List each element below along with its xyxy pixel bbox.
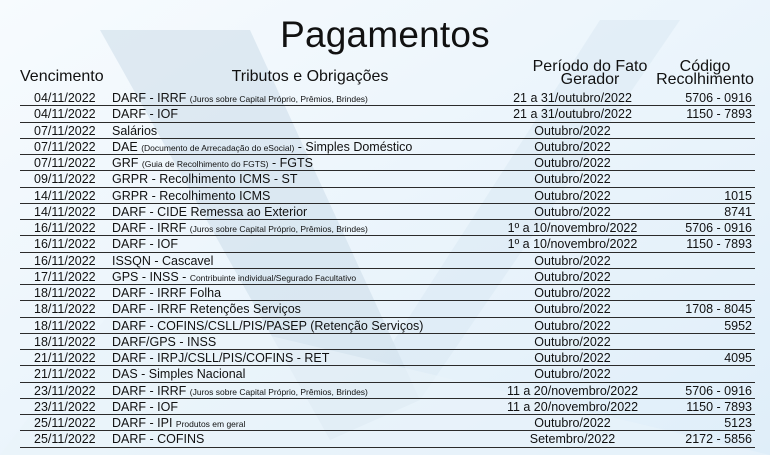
tax-suffix: - FGTS <box>271 156 313 170</box>
tax-description <box>112 107 512 121</box>
due-date: 21/11/2022 <box>34 367 96 382</box>
table-row <box>20 123 755 139</box>
due-date: 14/11/2022 <box>34 188 96 203</box>
due-date: 18/11/2022 <box>34 318 96 333</box>
tax-name: GRPR - Recolhimento ICMS <box>112 188 271 203</box>
due-date: 21/11/2022 <box>34 351 96 365</box>
due-date: 17/11/2022 <box>34 269 96 284</box>
due-date: 18/11/2022 <box>34 302 96 317</box>
collection-code: 1150 - 7893 <box>686 107 752 122</box>
tax-name: DARF - IOF <box>112 237 178 252</box>
header-vencimento: Vencimento <box>20 68 104 85</box>
tax-suffix: - Simples Doméstico <box>297 139 413 154</box>
due-date: 18/11/2022 <box>34 334 96 349</box>
collection-code: 5706 - 0916 <box>685 383 752 398</box>
collection-code: 5123 <box>724 416 752 430</box>
tax-note: (Juros sobre Capital Próprio, Prêmios, Brindes) <box>189 224 368 234</box>
table-row <box>20 106 755 122</box>
period: Outubro/2022 <box>534 253 611 268</box>
due-date: 04/11/2022 <box>34 91 96 105</box>
tax-description <box>112 270 512 285</box>
tax-name: GPS - INSS - <box>112 269 187 284</box>
tax-note: Produtos em geral <box>175 419 246 429</box>
due-date: 25/11/2022 <box>34 432 96 447</box>
tax-name: DARF - COFINS <box>112 432 205 447</box>
period: Outubro/2022 <box>534 318 611 333</box>
table-row <box>20 383 755 399</box>
tax-description <box>112 367 512 381</box>
collection-code: 5706 - 0916 <box>685 91 752 105</box>
tax-name: DARF/GPS - INSS <box>112 334 217 349</box>
collection-code: 2172 - 5856 <box>685 432 752 447</box>
tax-description <box>112 221 512 236</box>
collection-code: 1150 - 7893 <box>686 399 752 414</box>
table-row <box>20 220 755 236</box>
tax-name: DARF - IRRF <box>112 91 187 105</box>
tax-name: DARF - IOF <box>112 399 178 414</box>
table-row <box>20 285 755 301</box>
tax-description <box>112 91 512 106</box>
tax-note: Contribuinte individual/Segurado Facultativo <box>189 272 357 283</box>
tax-description <box>112 172 512 186</box>
due-date: 23/11/2022 <box>34 383 96 398</box>
tax-description <box>112 189 512 203</box>
tax-name: GRF <box>112 156 139 170</box>
tax-description <box>112 254 512 268</box>
tax-description <box>112 384 512 399</box>
tax-name: DARF - COFINS/CSLL/PIS/PASEP (Retenção Serviços) <box>112 318 424 333</box>
period: Outubro/2022 <box>534 139 611 154</box>
due-date: 04/11/2022 <box>34 107 96 122</box>
period: Outubro/2022 <box>534 416 611 430</box>
header-codigo-line2: Recolhimento <box>656 71 754 88</box>
tax-description <box>112 432 512 446</box>
period: 11 a 20/novembro/2022 <box>506 383 639 398</box>
header-tributos: Tributos e Obrigações <box>231 68 389 85</box>
table-row <box>20 269 755 285</box>
period: 21 a 31/outubro/2022 <box>513 107 632 122</box>
due-date: 09/11/2022 <box>34 172 96 187</box>
table-row <box>20 431 755 447</box>
tax-description <box>112 351 512 365</box>
period: Outubro/2022 <box>534 188 611 203</box>
table-row <box>20 155 755 171</box>
tax-note: (Guia de Recolhimento do FGTS) <box>141 159 269 169</box>
due-date: 07/11/2022 <box>34 139 96 154</box>
period: 21 a 31/outubro/2022 <box>513 91 632 105</box>
collection-code: 1708 - 8045 <box>685 302 752 317</box>
tax-description <box>112 335 512 349</box>
period: Outubro/2022 <box>534 334 611 349</box>
tax-name: DARF - IPI <box>112 416 173 430</box>
tax-name: Salários <box>112 123 158 138</box>
header-codigo <box>650 60 760 86</box>
payments-table <box>20 90 755 448</box>
header-periodo-line1: Período do Fato <box>532 58 648 75</box>
table-row <box>20 415 755 431</box>
period: Outubro/2022 <box>534 302 611 317</box>
table-row <box>20 301 755 317</box>
collection-code: 5706 - 0916 <box>685 221 752 235</box>
due-date: 14/11/2022 <box>34 204 96 219</box>
period: Outubro/2022 <box>534 123 611 138</box>
tax-description <box>112 124 512 138</box>
tax-name: DARF - IRRF <box>112 383 187 398</box>
period: Outubro/2022 <box>534 172 611 187</box>
tax-name: ISSQN - Cascavel <box>112 253 214 268</box>
table-row <box>20 188 755 204</box>
tax-description <box>112 286 512 300</box>
table-row <box>20 204 755 220</box>
due-date: 18/11/2022 <box>34 286 96 300</box>
tax-name: DARF - IRRF Folha <box>112 286 222 300</box>
header-periodo-line2: Gerador <box>560 71 620 88</box>
due-date: 07/11/2022 <box>34 156 96 170</box>
tax-name: DARF - IRPJ/CSLL/PIS/COFINS - RET <box>112 351 330 365</box>
page-title: Pagamentos <box>280 14 490 55</box>
tax-description <box>112 302 512 316</box>
period: Setembro/2022 <box>529 432 616 447</box>
period: 11 a 20/novembro/2022 <box>506 399 639 414</box>
tax-description <box>112 319 512 333</box>
period: Outubro/2022 <box>534 351 611 365</box>
due-date: 16/11/2022 <box>34 253 96 268</box>
table-row <box>20 236 755 252</box>
table-row <box>20 253 755 269</box>
due-date: 16/11/2022 <box>34 221 96 235</box>
table-row <box>20 334 755 350</box>
tax-note: (Documento de Arrecadação do eSocial) <box>141 142 295 153</box>
collection-code: 1015 <box>724 188 752 203</box>
table-row <box>20 90 755 106</box>
tax-note: (Juros sobre Capital Próprio, Prêmios, Brindes) <box>189 386 368 397</box>
tax-name: DAS - Simples Nacional <box>112 367 246 382</box>
collection-code: 1150 - 7893 <box>686 237 752 252</box>
collection-code: 8741 <box>724 204 752 219</box>
tax-name: DARF - IOF <box>112 107 178 122</box>
tax-description <box>112 140 512 155</box>
collection-code: 4095 <box>724 351 752 365</box>
table-row <box>20 366 755 382</box>
tax-description <box>112 156 512 171</box>
tax-description <box>112 205 512 219</box>
period: Outubro/2022 <box>534 156 611 170</box>
due-date: 07/11/2022 <box>34 123 96 138</box>
tax-name: DAE <box>112 139 138 154</box>
period: Outubro/2022 <box>534 286 611 300</box>
period: Outubro/2022 <box>534 269 611 284</box>
tax-note: (Juros sobre Capital Próprio, Prêmios, Brindes) <box>189 94 368 104</box>
tax-name: DARF - IRRF <box>112 221 187 235</box>
due-date: 16/11/2022 <box>34 237 96 252</box>
header-codigo-line1: Código <box>679 58 731 75</box>
tax-name: GRPR - Recolhimento ICMS - ST <box>112 172 298 187</box>
due-date: 25/11/2022 <box>34 416 96 430</box>
period: 1º a 10/novembro/2022 <box>507 221 638 235</box>
collection-code: 5952 <box>724 318 752 333</box>
table-row <box>20 171 755 187</box>
tax-name: DARF - IRRF Retenções Serviços <box>112 302 301 317</box>
table-row <box>20 399 755 415</box>
tax-description <box>112 237 512 251</box>
due-date: 23/11/2022 <box>34 399 96 414</box>
tax-description <box>112 400 512 414</box>
table-row <box>20 318 755 334</box>
table-row <box>20 139 755 155</box>
period: Outubro/2022 <box>534 204 611 219</box>
tax-description <box>112 416 512 431</box>
table-row <box>20 350 755 366</box>
period: Outubro/2022 <box>534 367 611 382</box>
tax-name: DARF - CIDE Remessa ao Exterior <box>112 204 308 219</box>
period: 1º a 10/novembro/2022 <box>507 237 638 252</box>
